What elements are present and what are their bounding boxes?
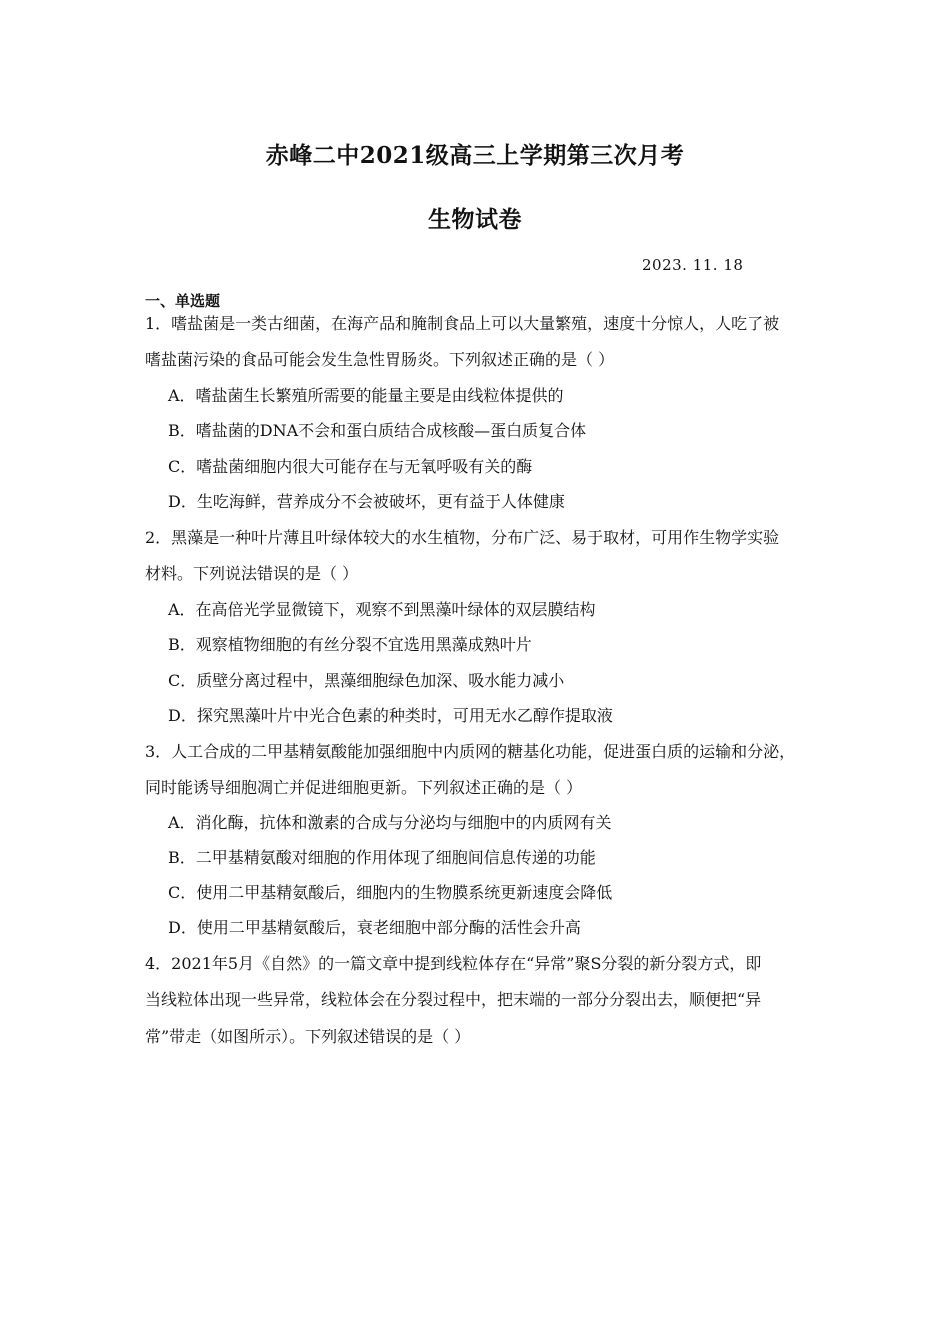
question-4-stem-line-2: 当线粒体出现一些异常，线粒体会在分裂过程中，把末端的一部分分裂出去，顺便把“异 [145,990,762,1009]
question-4-stem-line-1: 4．2021年5月《自然》的一篇文章中提到线粒体存在“异常”聚S分裂的新分裂方式，即 [145,954,762,973]
question-1-stem-line-1: 1．嗜盐菌是一类古细菌，在海产品和腌制食品上可以大量繁殖，速度十分惊人，人吃了被 [145,314,780,333]
question-3-option-c: C．使用二甲基精氨酸后，细胞内的生物膜系统更新速度会降低 [168,883,613,902]
exam-date: 2023. 11. 18 [642,256,744,274]
question-1-stem-line-2: 嗜盐菌污染的食品可能会发生急性胃肠炎。下列叙述正确的是（ ） [145,350,615,369]
question-2-stem-line-2: 材料。下列说法错误的是（ ） [145,564,359,583]
exam-title: 赤峰二中2021级高三上学期第三次月考 [265,142,685,169]
question-3-option-a: A．消化酶，抗体和激素的合成与分泌均与细胞中的内质网有关 [168,813,612,832]
question-1-option-a: A．嗜盐菌生长繁殖所需要的能量主要是由线粒体提供的 [168,386,564,405]
question-1-option-b: B．嗜盐菌的DNA不会和蛋白质结合成核酸—蛋白质复合体 [168,421,587,440]
question-2-option-d: D．探究黑藻叶片中光合色素的种类时，可用无水乙醇作提取液 [168,706,613,725]
exam-subtitle: 生物试卷 [428,206,522,233]
question-3-stem-line-2: 同时能诱导细胞凋亡并促进细胞更新。下列叙述正确的是（ ） [145,778,583,797]
question-2-option-c: C．质壁分离过程中，黑藻细胞绿色加深、吸水能力减小 [168,671,565,690]
question-3-stem-line-1: 3．人工合成的二甲基精氨酸能加强细胞中内质网的糖基化功能，促进蛋白质的运输和分泌， [145,742,796,761]
question-2-option-a: A．在高倍光学显微镜下，观察不到黑藻叶绿体的双层膜结构 [168,600,596,619]
question-3-option-b: B．二甲基精氨酸对细胞的作用体现了细胞间信息传递的功能 [168,848,596,867]
question-1-option-d: D．生吃海鲜，营养成分不会被破坏，更有益于人体健康 [168,492,565,511]
question-2-option-b: B．观察植物细胞的有丝分裂不宜选用黑藻成熟叶片 [168,635,532,654]
question-2-stem-line-1: 2．黑藻是一种叶片薄且叶绿体较大的水生植物，分布广泛、易于取材，可用作生物学实验 [145,528,780,547]
question-4-stem-line-3: 常”带走（如图所示）。下列叙述错误的是（ ） [145,1027,471,1046]
section-heading: 一、单选题 [145,292,221,310]
question-1-option-c: C．嗜盐菌细胞内很大可能存在与无氧呼吸有关的酶 [168,457,533,476]
question-3-option-d: D．使用二甲基精氨酸后，衰老细胞中部分酶的活性会升高 [168,918,581,937]
